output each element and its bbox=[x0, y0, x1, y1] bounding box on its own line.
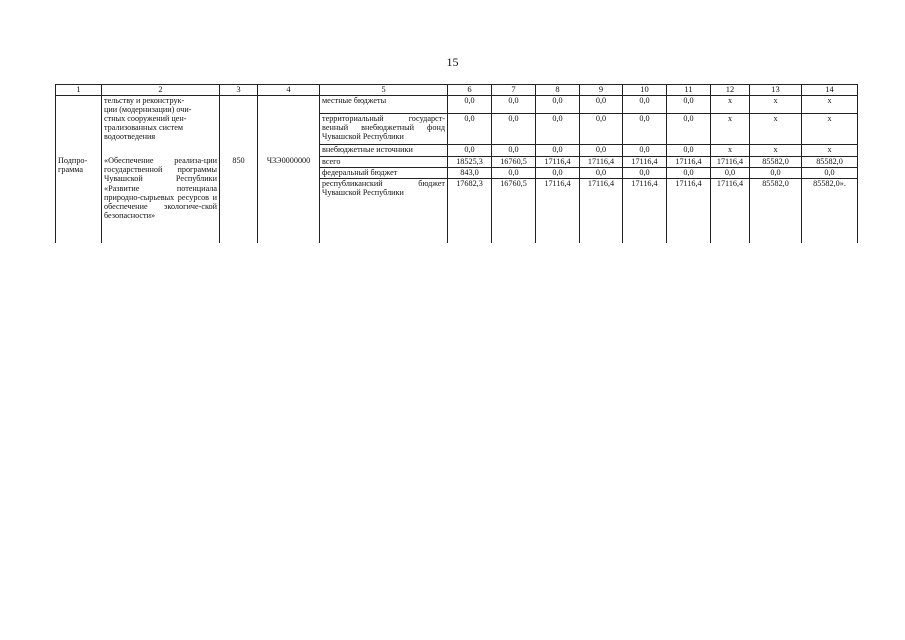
value-cell: x bbox=[802, 113, 858, 144]
value-cell: 0,0 bbox=[580, 95, 623, 113]
value-cell: 17116,4 bbox=[711, 178, 750, 243]
value-cell: x bbox=[711, 113, 750, 144]
value-cell: 17116,4 bbox=[536, 156, 580, 167]
value-cell: 0,0 bbox=[536, 144, 580, 156]
executor-code-cell bbox=[220, 95, 258, 156]
value-cell: 85582,0 bbox=[750, 156, 802, 167]
value-cell: x bbox=[802, 144, 858, 156]
value-cell: 0,0 bbox=[667, 167, 711, 178]
value-cell: 17682,3 bbox=[448, 178, 492, 243]
header-cell: 10 bbox=[623, 85, 667, 96]
header-cell: 8 bbox=[536, 85, 580, 96]
header-cell: 14 bbox=[802, 85, 858, 96]
funding-source-cell: территориальный государст-венный внебюджетный фонд Чувашской Республики bbox=[320, 113, 448, 144]
program-type-cell: Подпро-грамма bbox=[56, 156, 102, 243]
value-cell: 0,0 bbox=[623, 144, 667, 156]
value-cell: 0,0 bbox=[492, 113, 536, 144]
value-cell: 0,0 bbox=[492, 144, 536, 156]
header-cell: 13 bbox=[750, 85, 802, 96]
value-cell: 0,0 bbox=[623, 113, 667, 144]
value-cell: x bbox=[711, 144, 750, 156]
value-cell: 85582,0 bbox=[802, 156, 858, 167]
funding-source-cell: внебюджетные источники bbox=[320, 144, 448, 156]
value-cell: 0,0 bbox=[492, 167, 536, 178]
program-name-cell bbox=[102, 95, 220, 156]
program-name-cell: «Обеспечение реализа-ции государственной программы Чувашской Республики «Развитие потенциала природно-сырьевых ресурсов и обеспечение экологиче-ской безопасности» bbox=[102, 156, 220, 243]
header-cell: 4 bbox=[258, 85, 320, 96]
value-cell: 17116,4 bbox=[623, 178, 667, 243]
header-row bbox=[56, 85, 858, 96]
header-cell: 11 bbox=[667, 85, 711, 96]
value-cell: 0,0 bbox=[492, 95, 536, 113]
value-cell: 0,0 bbox=[536, 95, 580, 113]
value-cell: x bbox=[802, 95, 858, 113]
value-cell: x bbox=[750, 113, 802, 144]
value-cell: 0,0 bbox=[536, 113, 580, 144]
value-cell: 0,0 bbox=[667, 144, 711, 156]
value-cell: 17116,4 bbox=[623, 156, 667, 167]
value-cell: x bbox=[711, 95, 750, 113]
value-cell: 0,0 bbox=[667, 95, 711, 113]
value-cell: x bbox=[750, 95, 802, 113]
value-cell: 85582,0». bbox=[802, 178, 858, 243]
value-cell: 0,0 bbox=[580, 113, 623, 144]
value-cell: 17116,4 bbox=[667, 156, 711, 167]
value-cell: 0,0 bbox=[802, 167, 858, 178]
funding-source-cell: республиканский бюджет Чувашской Республики bbox=[320, 178, 448, 243]
page-number: 15 bbox=[446, 55, 459, 69]
budget-table bbox=[55, 84, 858, 243]
value-cell: 0,0 bbox=[448, 95, 492, 113]
value-cell: 17116,4 bbox=[667, 178, 711, 243]
value-cell: 0,0 bbox=[580, 144, 623, 156]
value-cell: 0,0 bbox=[580, 167, 623, 178]
value-cell: 16760,5 bbox=[492, 178, 536, 243]
budget-code-cell bbox=[258, 95, 320, 156]
program-name-line: тельству и реконструк- bbox=[104, 95, 185, 105]
value-cell: 17116,4 bbox=[580, 156, 623, 167]
value-cell: 17116,4 bbox=[580, 178, 623, 243]
program-name-line: водоотведения bbox=[104, 132, 156, 142]
value-cell: 18525,3 bbox=[448, 156, 492, 167]
budget-code-cell: Ч3Э0000000 bbox=[258, 156, 320, 243]
table-row bbox=[56, 156, 858, 167]
funding-source-cell: федеральный бюджет bbox=[320, 167, 448, 178]
header-cell: 6 bbox=[448, 85, 492, 96]
header-cell: 12 bbox=[711, 85, 750, 96]
program-name-line: трализованных систем bbox=[104, 123, 184, 133]
header-cell: 9 bbox=[580, 85, 623, 96]
funding-source-cell: всего bbox=[320, 156, 448, 167]
executor-code-cell: 850 bbox=[220, 156, 258, 243]
value-cell: 0,0 bbox=[448, 144, 492, 156]
program-type-cell bbox=[56, 95, 102, 156]
program-name-line: стных сооружений цен- bbox=[104, 113, 187, 123]
funding-source-cell: местные бюджеты bbox=[320, 95, 448, 113]
value-cell: 0,0 bbox=[750, 167, 802, 178]
program-name-line: ции (модернизации) очи- bbox=[104, 104, 192, 114]
header-cell: 1 bbox=[56, 85, 102, 96]
header-cell: 7 bbox=[492, 85, 536, 96]
table-row bbox=[56, 95, 858, 113]
header-cell: 2 bbox=[102, 85, 220, 96]
value-cell: 0,0 bbox=[711, 167, 750, 178]
value-cell: 16760,5 bbox=[492, 156, 536, 167]
value-cell: x bbox=[750, 144, 802, 156]
value-cell: 0,0 bbox=[667, 113, 711, 144]
value-cell: 843,0 bbox=[448, 167, 492, 178]
header-cell: 5 bbox=[320, 85, 448, 96]
header-cell: 3 bbox=[220, 85, 258, 96]
value-cell: 85582,0 bbox=[750, 178, 802, 243]
value-cell: 0,0 bbox=[623, 95, 667, 113]
value-cell: 0,0 bbox=[536, 167, 580, 178]
value-cell: 0,0 bbox=[623, 167, 667, 178]
value-cell: 17116,4 bbox=[711, 156, 750, 167]
value-cell: 17116,4 bbox=[536, 178, 580, 243]
value-cell: 0,0 bbox=[448, 113, 492, 144]
